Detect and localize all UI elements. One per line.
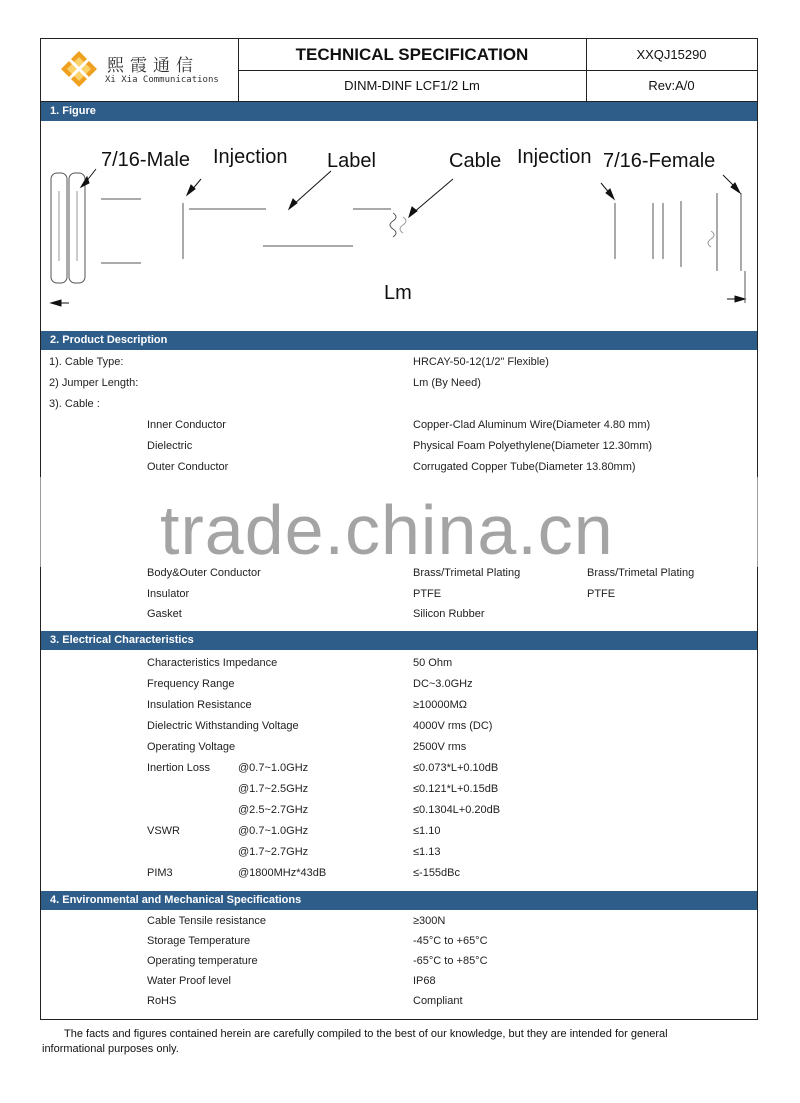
watermark-text: trade.china.cn — [160, 491, 614, 569]
connector-row-label: Gasket — [147, 608, 182, 620]
electrical-row-value: ≤0.1304L+0.20dB — [413, 804, 501, 816]
cable-row-value: Physical Foam Polyethylene(Diameter 12.30mm) — [413, 440, 653, 452]
electrical-row-value: 4000V rms (DC) — [413, 720, 493, 732]
code-cell — [586, 39, 757, 101]
section-environmental-heading: 4. Environmental and Mechanical Specifications — [41, 891, 757, 910]
electrical-row-label: VSWR — [147, 825, 180, 837]
connector-row-value: Silicon Rubber — [413, 608, 485, 620]
electrical-row-value: DC~3.0GHz — [413, 678, 473, 690]
environmental-row-label: Operating temperature — [147, 955, 258, 967]
document-subtitle: DINM-DINF LCF1/2 Lm — [344, 78, 480, 93]
section-figure-heading: 1. Figure — [41, 102, 757, 121]
label-female-connector: 7/16-Female — [603, 150, 716, 172]
electrical-row-condition: @0.7~1.0GHz — [238, 825, 309, 837]
electrical-row-label: Frequency Range — [147, 678, 235, 690]
product-row-label: 2) Jumper Length: — [49, 377, 139, 389]
electrical-row-value: 2500V rms — [413, 741, 467, 753]
connector-row-value2: PTFE — [587, 588, 616, 600]
section-electrical-heading: 3. Electrical Characteristics — [41, 631, 757, 650]
logo-chinese-name: 熙霞通信 — [107, 56, 199, 76]
logo-english-name: Xi Xia Communications — [105, 75, 219, 85]
label-cable: Cable — [449, 150, 502, 172]
cable-row-value: Corrugated Copper Tube(Diameter 13.80mm) — [413, 461, 636, 473]
environmental-row-value: Compliant — [413, 995, 463, 1007]
environmental-row-label: Water Proof level — [147, 975, 231, 987]
document-revision: Rev:A/0 — [648, 78, 695, 93]
electrical-row-label: PIM3 — [147, 867, 173, 879]
electrical-row-condition: @1800MHz*43dB — [238, 867, 327, 879]
electrical-row-value: ≤0.121*L+0.15dB — [413, 783, 499, 795]
electrical-row-label: Operating Voltage — [147, 741, 236, 753]
title-cell — [238, 39, 587, 101]
product-row-value: HRCAY-50-12(1/2" Flexible) — [413, 356, 549, 368]
cable-row-label: Outer Conductor — [147, 461, 229, 473]
disclaimer-line: informational purposes only. — [42, 1043, 179, 1055]
electrical-row-value: ≤1.13 — [413, 846, 441, 858]
cable-row-label: Inner Conductor — [147, 419, 226, 431]
electrical-row-value: ≤0.073*L+0.10dB — [413, 762, 499, 774]
disclaimer-line: The facts and figures contained herein are carefully compiled to the best of our knowledge, but they are intended for general — [64, 1028, 668, 1040]
section-product-heading: 2. Product Description — [41, 331, 757, 350]
company-logo-icon — [61, 51, 97, 87]
cable-row-value: Copper-Clad Aluminum Wire(Diameter 4.80 mm) — [413, 419, 651, 431]
label-male-connector: 7/16-Male — [101, 149, 190, 171]
environmental-row-label: RoHS — [147, 995, 177, 1007]
environmental-row-value: -65°C to +85°C — [413, 955, 488, 967]
logo-cell — [41, 39, 239, 101]
disclaimer-footer — [42, 1027, 742, 1057]
electrical-row-label: Insulation Resistance — [147, 699, 252, 711]
label-injection-right: Injection — [517, 146, 592, 168]
electrical-row-condition: @0.7~1.0GHz — [238, 762, 309, 774]
electrical-row-label: Dielectric Withstanding Voltage — [147, 720, 299, 732]
connector-row-value: PTFE — [413, 588, 442, 600]
product-row-label: 3). Cable : — [49, 398, 100, 410]
electrical-row-value: ≤1.10 — [413, 825, 441, 837]
environmental-row-value: -45°C to +65°C — [413, 935, 488, 947]
environmental-row-label: Cable Tensile resistance — [147, 915, 267, 927]
cable-row-label: Dielectric — [147, 440, 193, 452]
document-title: TECHNICAL SPECIFICATION — [238, 39, 586, 71]
label-length: Lm — [384, 282, 412, 304]
electrical-row-label: Characteristics Impedance — [147, 657, 278, 669]
cable-assembly-figure — [41, 121, 757, 329]
environmental-row-value: ≥300N — [413, 915, 446, 927]
product-row-label: 1). Cable Type: — [49, 356, 124, 368]
connector-row-value: Brass/Trimetal Plating — [413, 567, 521, 579]
document-code: XXQJ15290 — [586, 39, 757, 71]
electrical-row-label: Inertion Loss — [147, 762, 210, 774]
connector-row-label: Insulator — [147, 588, 190, 600]
electrical-row-condition: @2.5~2.7GHz — [238, 804, 309, 816]
electrical-row-value: 50 Ohm — [413, 657, 453, 669]
connector-row-label: Body&Outer Conductor — [147, 567, 261, 579]
environmental-row-label: Storage Temperature — [147, 935, 251, 947]
connector-row-value2: Brass/Trimetal Plating — [587, 567, 695, 579]
label-label: Label — [327, 150, 376, 172]
product-row-value: Lm (By Need) — [413, 377, 481, 389]
electrical-row-condition: @1.7~2.5GHz — [238, 783, 309, 795]
electrical-row-condition: @1.7~2.7GHz — [238, 846, 309, 858]
electrical-row-value: ≤-155dBc — [413, 867, 461, 879]
document-header — [41, 39, 757, 102]
label-injection-left: Injection — [213, 146, 288, 168]
electrical-row-value: ≥10000MΩ — [413, 699, 468, 711]
environmental-row-value: IP68 — [413, 975, 436, 987]
